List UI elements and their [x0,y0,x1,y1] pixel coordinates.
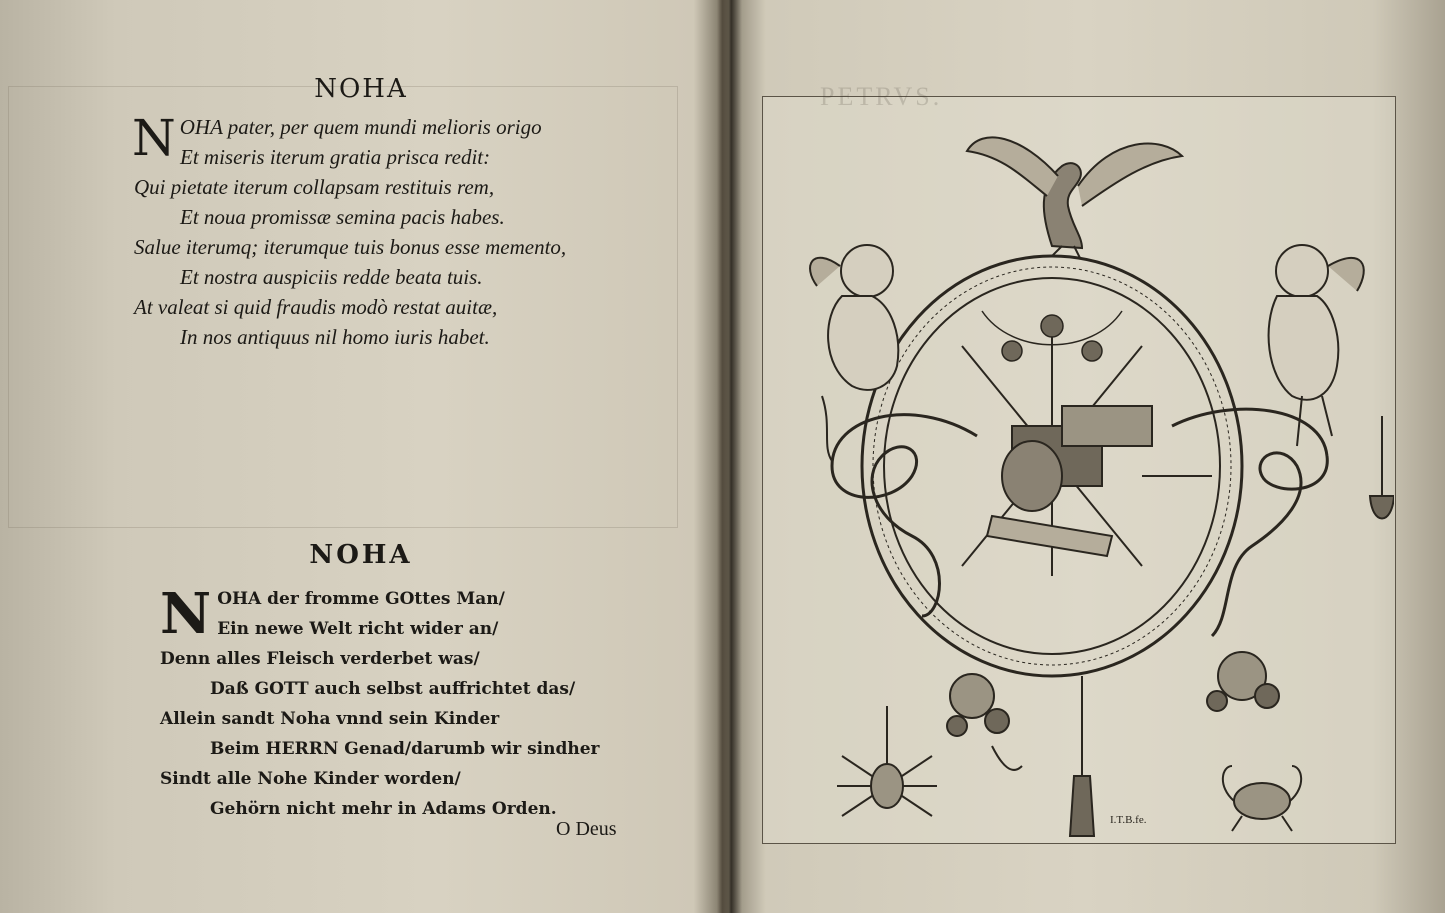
german-line: Gehörn nicht mehr in Adams Orden. [210,799,557,819]
engraver-signature: I.T.B.fe. [1110,814,1147,826]
fruit-cluster-left-icon [947,674,1022,770]
german-line: OHA der fromme GOttes Man/ [217,589,505,609]
latin-poem [132,109,692,352]
german-title: NOHA [309,540,413,570]
german-line: Ein newe Welt richt wider an/ [217,619,499,639]
bleed-through-text: PETRVS. [820,82,943,111]
latin-line: At valeat si quid fraudis modò restat auitæ, [134,295,498,319]
latin-line: Qui pietate iterum collapsam restituis rem, [134,175,495,199]
spider-icon [837,706,937,816]
trophy-of-arms-icon [962,336,1212,576]
pendant-right-icon [1370,416,1394,519]
german-drop-cap: N [160,581,212,647]
latin-line: Et nostra auspiciis redde beata tuis. [180,265,483,289]
german-line: Beim HERRN Genad/darumb wir sindher [210,739,600,759]
crab-icon [1223,766,1301,831]
latin-line: In nos antiquus nil homo iuris habet. [180,325,490,349]
latin-title: NOHA [314,74,408,104]
german-poem [160,581,680,824]
latin-line: OHA pater, per quem mundi melioris origo [179,115,542,139]
snake-left-icon [832,415,977,616]
latin-line: Salue iterumq; iterumque tuis bonus esse memento, [134,235,567,259]
fruit-cluster-right-icon [1207,652,1279,711]
left-page [0,0,722,913]
german-line: Allein sandt Noha vnnd sein Kinder [160,709,500,729]
latin-line: Et miseris iterum gratia prisca redit: [180,145,491,169]
catchword: O Deus [556,818,617,840]
german-line: Daß GOTT auch selbst auffrichtet das/ [210,679,576,699]
ornamental-engraving [762,96,1394,842]
latin-line: Et noua promissæ semina pacis habes. [180,205,505,229]
german-line: Denn alles Fleisch verderbet was/ [160,649,480,669]
cherub-right-icon [1269,245,1364,446]
tassel-icon [1070,676,1094,836]
german-line: Sindt alle Nohe Kinder worden/ [160,769,461,789]
eagle-icon [967,137,1182,258]
latin-drop-cap: N [132,109,176,167]
